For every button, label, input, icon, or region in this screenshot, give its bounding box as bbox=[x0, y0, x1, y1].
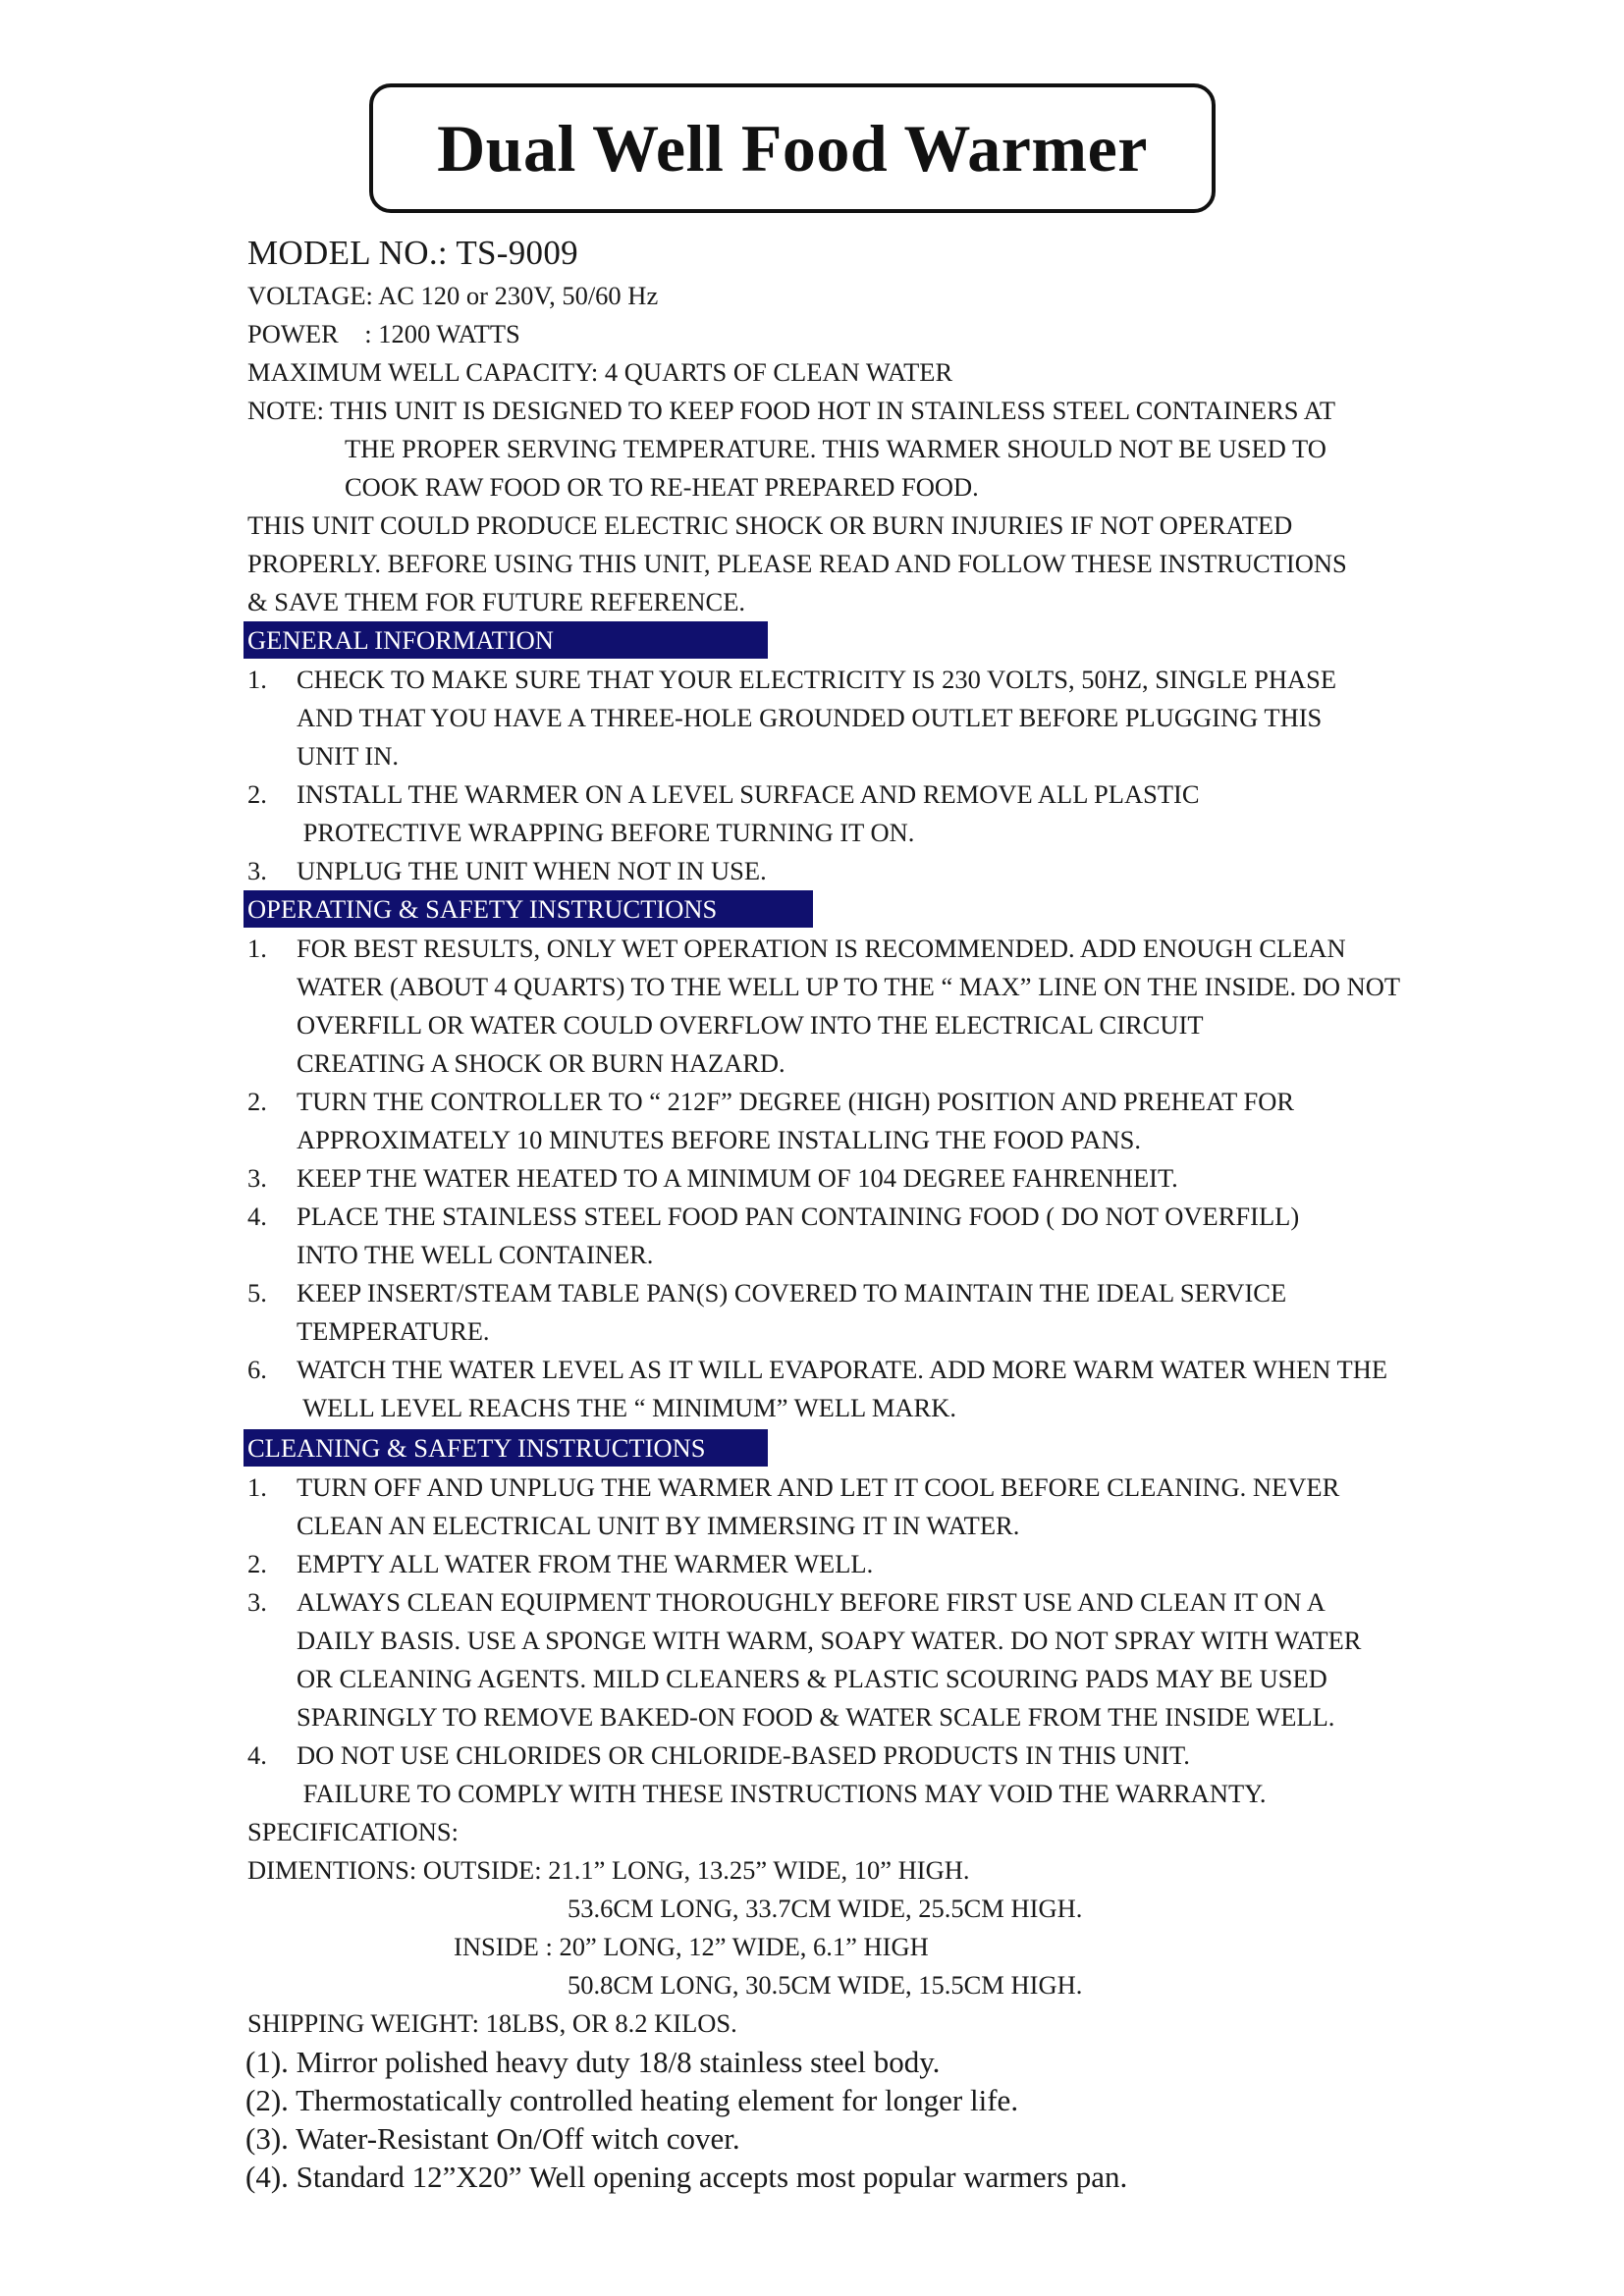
specs-outside-metric: 53.6CM LONG, 33.7CM WIDE, 25.5CM HIGH. bbox=[568, 1894, 1083, 1923]
list-item-line: TURN THE CONTROLLER TO “ 212F” DEGREE (HIGH) POSITION AND PREHEAT FOR bbox=[297, 1087, 1295, 1116]
list-item-line: CHECK TO MAKE SURE THAT YOUR ELECTRICITY IS 230 VOLTS, 50HZ, SINGLE PHASE bbox=[297, 665, 1337, 694]
section-heading-general: GENERAL INFORMATION bbox=[244, 621, 768, 659]
note-line: COOK RAW FOOD OR TO RE-HEAT PREPARED FOOD. bbox=[345, 472, 979, 502]
list-item-line: INSTALL THE WARMER ON A LEVEL SURFACE AND REMOVE ALL PLASTIC bbox=[297, 779, 1200, 809]
list-item-line: APPROXIMATELY 10 MINUTES BEFORE INSTALLING THE FOOD PANS. bbox=[297, 1125, 1141, 1154]
list-number: 3. bbox=[247, 856, 267, 885]
feature-item: (2). Thermostatically controlled heating element for longer life. bbox=[245, 2083, 1019, 2117]
list-item-line: OR CLEANING AGENTS. MILD CLEANERS & PLASTIC SCOURING PADS MAY BE USED bbox=[297, 1664, 1327, 1693]
page-title: Dual Well Food Warmer bbox=[437, 110, 1148, 186]
specs-outside: DIMENTIONS: OUTSIDE: 21.1” LONG, 13.25” WIDE, 10” HIGH. bbox=[247, 1855, 970, 1885]
list-number: 2. bbox=[247, 1087, 267, 1116]
voltage: VOLTAGE: AC 120 or 230V, 50/60 Hz bbox=[247, 281, 659, 310]
list-number: 5. bbox=[247, 1278, 267, 1308]
list-number: 1. bbox=[247, 1472, 267, 1502]
list-number: 3. bbox=[247, 1163, 267, 1193]
list-item-line: DAILY BASIS. USE A SPONGE WITH WARM, SOAPY WATER. DO NOT SPRAY WITH WATER bbox=[297, 1626, 1362, 1655]
feature-item: (4). Standard 12”X20” Well opening accepts most popular warmers pan. bbox=[245, 2160, 1128, 2194]
list-item-line: UNPLUG THE UNIT WHEN NOT IN USE. bbox=[297, 856, 767, 885]
feature-item: (3). Water-Resistant On/Off witch cover. bbox=[245, 2121, 740, 2156]
list-item-line: TEMPERATURE. bbox=[297, 1316, 490, 1346]
list-number: 4. bbox=[247, 1201, 267, 1231]
list-item-line: CREATING A SHOCK OR BURN HAZARD. bbox=[297, 1048, 785, 1078]
list-item-line: WELL LEVEL REACHS THE “ MINIMUM” WELL MARK. bbox=[297, 1393, 956, 1422]
power: POWER : 1200 WATTS bbox=[247, 319, 520, 348]
list-item-line: INTO THE WELL CONTAINER. bbox=[297, 1240, 654, 1269]
list-number: 6. bbox=[247, 1355, 267, 1384]
shipping-weight: SHIPPING WEIGHT: 18LBS, OR 8.2 KILOS. bbox=[247, 2008, 737, 2038]
list-item-line: OVERFILL OR WATER COULD OVERFLOW INTO THE ELECTRICAL CIRCUIT bbox=[297, 1010, 1204, 1040]
specs-inside: INSIDE : 20” LONG, 12” WIDE, 6.1” HIGH bbox=[454, 1932, 929, 1961]
list-number: 4. bbox=[247, 1740, 267, 1770]
list-item-line: UNIT IN. bbox=[297, 741, 400, 771]
list-item-line: KEEP THE WATER HEATED TO A MINIMUM OF 104 DEGREE FAHRENHEIT. bbox=[297, 1163, 1178, 1193]
list-item-line: DO NOT USE CHLORIDES OR CHLORIDE-BASED PRODUCTS IN THIS UNIT. bbox=[297, 1740, 1190, 1770]
list-number: 2. bbox=[247, 779, 267, 809]
list-item-line: PLACE THE STAINLESS STEEL FOOD PAN CONTAINING FOOD ( DO NOT OVERFILL) bbox=[297, 1201, 1300, 1231]
specs-inside-metric: 50.8CM LONG, 30.5CM WIDE, 15.5CM HIGH. bbox=[568, 1970, 1083, 2000]
list-item-line: WATER (ABOUT 4 QUARTS) TO THE WELL UP TO THE “ MAX” LINE ON THE INSIDE. DO NOT bbox=[297, 972, 1401, 1001]
list-number: 3. bbox=[247, 1587, 267, 1617]
specs-heading: SPECIFICATIONS: bbox=[247, 1817, 459, 1846]
feature-item: (1). Mirror polished heavy duty 18/8 stainless steel body. bbox=[245, 2045, 941, 2079]
list-item-line: PROTECTIVE WRAPPING BEFORE TURNING IT ON. bbox=[297, 818, 915, 847]
list-item-line: SPARINGLY TO REMOVE BAKED-ON FOOD & WATER SCALE FROM THE INSIDE WELL. bbox=[297, 1702, 1335, 1732]
list-item-line: KEEP INSERT/STEAM TABLE PAN(S) COVERED TO MAINTAIN THE IDEAL SERVICE bbox=[297, 1278, 1287, 1308]
list-number: 1. bbox=[247, 665, 267, 694]
warning-line: PROPERLY. BEFORE USING THIS UNIT, PLEASE READ AND FOLLOW THESE INSTRUCTIONS bbox=[247, 549, 1347, 578]
list-number: 1. bbox=[247, 934, 267, 963]
list-item-line: FOR BEST RESULTS, ONLY WET OPERATION IS RECOMMENDED. ADD ENOUGH CLEAN bbox=[297, 934, 1346, 963]
model-number: MODEL NO.: TS-9009 bbox=[247, 234, 578, 272]
list-item-line: FAILURE TO COMPLY WITH THESE INSTRUCTIONS MAY VOID THE WARRANTY. bbox=[297, 1779, 1267, 1808]
list-item-line: AND THAT YOU HAVE A THREE-HOLE GROUNDED OUTLET BEFORE PLUGGING THIS bbox=[297, 703, 1323, 732]
list-item-line: CLEAN AN ELECTRICAL UNIT BY IMMERSING IT IN WATER. bbox=[297, 1511, 1020, 1540]
warning-line: & SAVE THEM FOR FUTURE REFERENCE. bbox=[247, 587, 746, 616]
title-box bbox=[369, 83, 1216, 213]
list-item-line: EMPTY ALL WATER FROM THE WARMER WELL. bbox=[297, 1549, 874, 1578]
list-item-line: ALWAYS CLEAN EQUIPMENT THOROUGHLY BEFORE FIRST USE AND CLEAN IT ON A bbox=[297, 1587, 1326, 1617]
note-line: THE PROPER SERVING TEMPERATURE. THIS WARMER SHOULD NOT BE USED TO bbox=[345, 434, 1326, 463]
note-line: NOTE: THIS UNIT IS DESIGNED TO KEEP FOOD HOT IN STAINLESS STEEL CONTAINERS AT bbox=[247, 396, 1336, 425]
list-item-line: WATCH THE WATER LEVEL AS IT WILL EVAPORATE. ADD MORE WARM WATER WHEN THE bbox=[297, 1355, 1388, 1384]
section-heading-operating: OPERATING & SAFETY INSTRUCTIONS bbox=[244, 890, 813, 928]
capacity: MAXIMUM WELL CAPACITY: 4 QUARTS OF CLEAN WATER bbox=[247, 357, 953, 387]
list-number: 2. bbox=[247, 1549, 267, 1578]
section-heading-cleaning: CLEANING & SAFETY INSTRUCTIONS bbox=[244, 1429, 768, 1467]
warning-line: THIS UNIT COULD PRODUCE ELECTRIC SHOCK OR BURN INJURIES IF NOT OPERATED bbox=[247, 510, 1293, 540]
list-item-line: TURN OFF AND UNPLUG THE WARMER AND LET IT COOL BEFORE CLEANING. NEVER bbox=[297, 1472, 1340, 1502]
